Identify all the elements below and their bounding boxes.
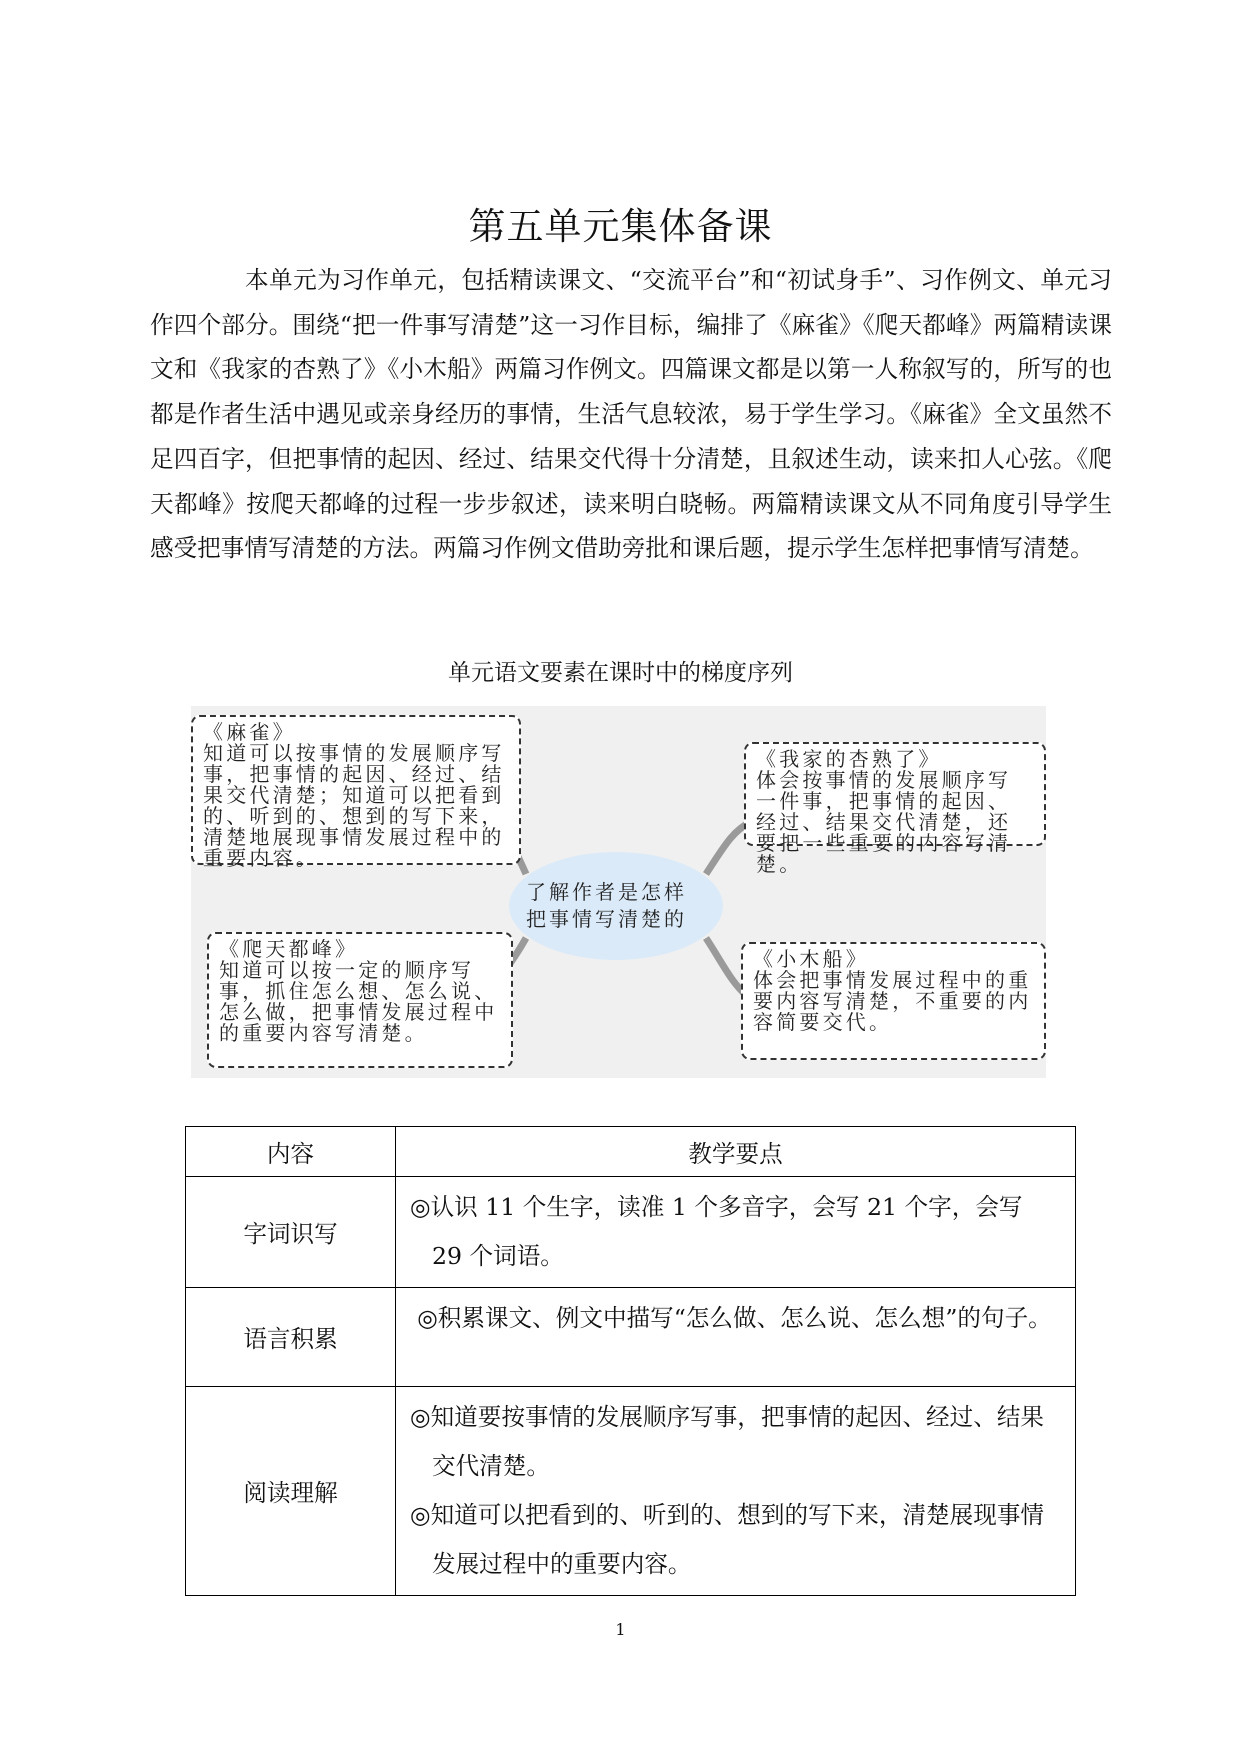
box-maque-text: 知道可以按事情的发展顺序写事，把事情的起因、经过、结果交代清楚；知道可以把看到的、听到的、想到的写下来，清楚地展现事情发展过程中的重要内容。	[203, 741, 505, 870]
point-item: ◎知道可以把看到的、听到的、想到的写下来，清楚展现事情发展过程中的重要内容。	[410, 1501, 1045, 1578]
box-maque-title: 《麻雀》	[203, 720, 296, 744]
row-category: 字词识写	[186, 1177, 396, 1288]
box-xingshu-text: 体会按事情的发展顺序写一件事，把事情的起因、经过、结果交代清楚，还要把一些重要的内容写清楚。	[756, 768, 1012, 876]
row-points	[396, 1387, 1076, 1596]
row-points	[396, 1177, 1076, 1288]
diagram-caption: 单元语文要素在课时中的梯度序列	[448, 660, 793, 686]
document-title: 第五单元集体备课	[468, 205, 773, 248]
box-xiaomuchuan-text: 体会把事情发展过程中的重要内容写清楚，不重要的内容简要交代。	[753, 968, 1032, 1034]
box-xiaomuchuan-title: 《小木船》	[753, 947, 869, 971]
box-tiandufeng-title: 《爬天都峰》	[219, 937, 359, 961]
row-category: 阅读理解	[186, 1387, 396, 1596]
table-header-row	[186, 1127, 1076, 1177]
center-topic	[509, 852, 723, 960]
row-points	[396, 1288, 1076, 1387]
center-topic-text: 了解作者是怎样把事情写清楚的	[526, 880, 687, 931]
point-item: ◎知道要按事情的发展顺序写事，把事情的起因、经过、结果交代清楚。	[410, 1403, 1045, 1480]
intro-paragraph: 本单元为习作单元，包括精读课文、“交流平台”和“初试身手”、习作例文、单元习作四个部分。围绕“把一件事写清楚”这一习作目标，编排了《麻雀》《爬天都峰》两篇精读课文和《我家的杏熟了》《小木船》两篇习作例文。四篇课文都是以第一人称叙写的，所写的也都是作者生活中遇见或亲身经历的事情，生活气息较浓，易于学生学习。《麻雀》全文虽然不足四百字，但把事情的起因、经过、结果交代得十分清楚，且叙述生动，读来扣人心弦。《爬天都峰》按爬天都峰的过程一步步叙述，读来明白晓畅。两篇精读课文从不同角度引导学生感受把事情写清楚的方法。两篇习作例文借助旁批和课后题，提示学生怎样把事情写清楚。	[150, 266, 1112, 563]
box-tiandufeng-text: 知道可以按一定的顺序写事，抓住怎么想、怎么说、怎么做，把事情发展过程中的重要内容写清楚。	[219, 958, 498, 1045]
header-content: 内容	[186, 1127, 396, 1177]
table-row	[186, 1288, 1076, 1387]
box-xingshu	[744, 742, 1046, 876]
mind-map-diagram	[191, 706, 1046, 1078]
box-tiandufeng	[207, 932, 513, 1068]
teaching-points-table	[185, 1126, 1076, 1596]
table-row	[186, 1177, 1076, 1288]
table-row	[186, 1387, 1076, 1596]
box-xingshu-title: 《我家的杏熟了》	[756, 747, 942, 771]
row-category: 语言积累	[186, 1288, 396, 1387]
box-xiaomuchuan	[741, 942, 1046, 1060]
point-item: ◎积累课文、例文中描写“怎么做、怎么说、怎么想”的句子。	[417, 1304, 1052, 1332]
point-item: ◎认识 11 个生字，读准 1 个多音字，会写 21 个字，会写 29 个词语。	[410, 1193, 1023, 1270]
box-maque	[191, 715, 521, 870]
header-teaching-points: 教学要点	[396, 1127, 1076, 1177]
page-number: 1	[615, 1620, 626, 1639]
